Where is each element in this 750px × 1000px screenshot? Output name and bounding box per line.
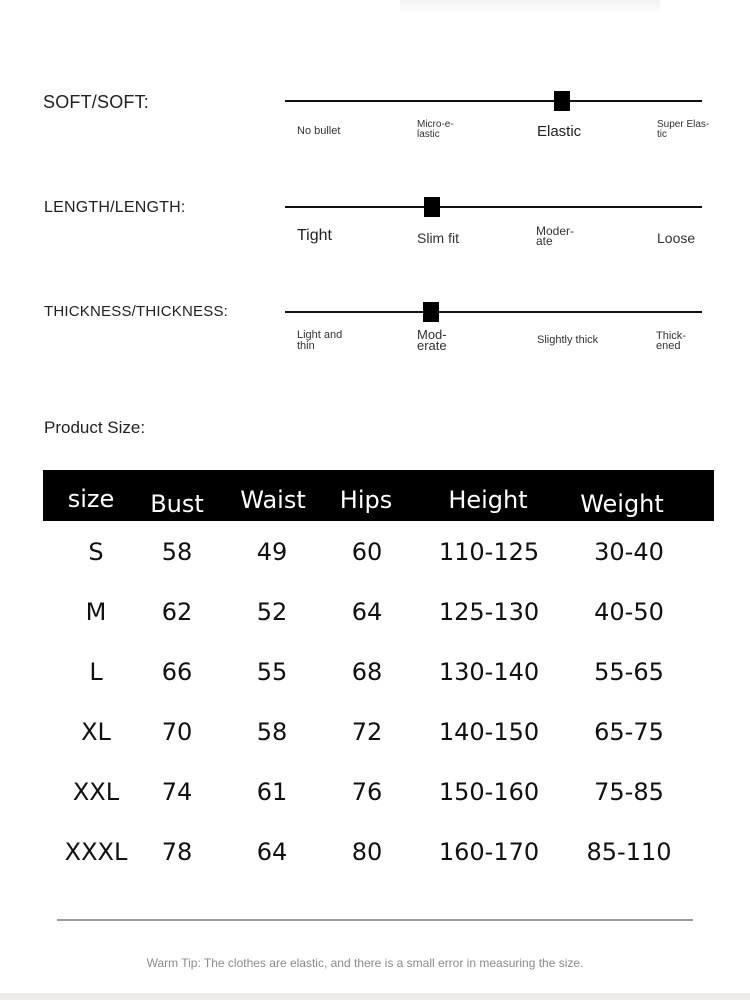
cell-weight: 65-75 [594, 718, 664, 746]
cell-height: 110-125 [438, 538, 540, 566]
cell-waist: 58 [256, 718, 288, 746]
footer-divider [57, 919, 693, 921]
header-weight: Weight [580, 490, 664, 518]
length-option-4: Loose [657, 230, 696, 246]
warm-tip-text: Warm Tip: The clothes are elastic, and there is a small error in measuring the size. [146, 956, 584, 970]
header-height: Height [448, 486, 528, 514]
table-row [43, 641, 714, 701]
cell-size: S [88, 538, 104, 566]
length-scale-track [285, 206, 702, 208]
softness-option-3: Elastic [537, 123, 582, 140]
size-table [43, 470, 714, 881]
cell-bust: 74 [161, 778, 193, 806]
length-scale-marker [424, 197, 440, 217]
header-bust: Bust [150, 490, 204, 518]
table-row [43, 761, 714, 821]
cell-hips: 68 [351, 658, 383, 686]
thickness-scale-marker [423, 302, 439, 322]
header-size: size [67, 485, 115, 513]
header-hips: Hips [339, 486, 393, 514]
cell-waist: 55 [256, 658, 288, 686]
cell-size: XXXL [64, 838, 128, 866]
thickness-option-3: Slightly thick [537, 334, 599, 346]
softness-label: SOFT/SOFT: [43, 92, 150, 112]
cell-weight: 85-110 [586, 838, 672, 866]
cell-waist: 61 [256, 778, 288, 806]
cell-size: XXL [72, 778, 120, 806]
cell-weight: 55-65 [594, 658, 664, 686]
header-waist: Waist [240, 486, 306, 514]
cell-height: 140-150 [438, 718, 540, 746]
length-label: LENGTH/LENGTH: [44, 199, 186, 216]
cell-size: L [89, 658, 103, 686]
softness-scale-track [285, 100, 702, 102]
cell-size: M [85, 598, 107, 626]
cell-bust: 78 [161, 838, 193, 866]
cell-waist: 52 [256, 598, 288, 626]
bottom-band [0, 993, 750, 1000]
cell-height: 130-140 [438, 658, 540, 686]
cell-weight: 40-50 [594, 598, 664, 626]
cell-bust: 70 [161, 718, 193, 746]
thickness-scale-track [285, 311, 702, 313]
thickness-label: THICKNESS/THICKNESS: [44, 303, 229, 320]
thickness-option-4: Thick- ened [656, 330, 686, 352]
table-row [43, 821, 714, 881]
thickness-option-1: Light and thin [297, 329, 343, 352]
cell-waist: 64 [256, 838, 288, 866]
table-row [43, 701, 714, 761]
cell-height: 160-170 [438, 838, 540, 866]
cell-bust: 66 [161, 658, 193, 686]
length-option-2: Slim fit [417, 230, 459, 246]
cell-waist: 49 [256, 538, 288, 566]
top-decoration [400, 0, 660, 14]
softness-scale-marker [554, 91, 570, 111]
cell-hips: 64 [351, 598, 383, 626]
cell-bust: 62 [161, 598, 193, 626]
softness-option-4: Super Elas- tic [657, 119, 710, 140]
length-option-3: Moder- ate [536, 224, 575, 248]
length-option-1: Tight [297, 227, 332, 244]
cell-hips: 60 [351, 538, 383, 566]
thickness-option-2: Mod- erate [417, 327, 447, 353]
product-size-title: Product Size: [44, 418, 146, 437]
table-row [43, 521, 714, 581]
cell-height: 150-160 [438, 778, 540, 806]
cell-hips: 80 [351, 838, 383, 866]
cell-weight: 75-85 [594, 778, 664, 806]
cell-weight: 30-40 [594, 538, 664, 566]
cell-bust: 58 [161, 538, 193, 566]
cell-hips: 72 [351, 718, 383, 746]
cell-hips: 76 [351, 778, 383, 806]
softness-option-1: No bullet [297, 125, 341, 137]
cell-size: XL [81, 718, 111, 746]
softness-option-2: Micro-e- lastic [417, 119, 454, 140]
size-table-header [43, 470, 714, 521]
cell-height: 125-130 [438, 598, 540, 626]
table-row [43, 581, 714, 641]
